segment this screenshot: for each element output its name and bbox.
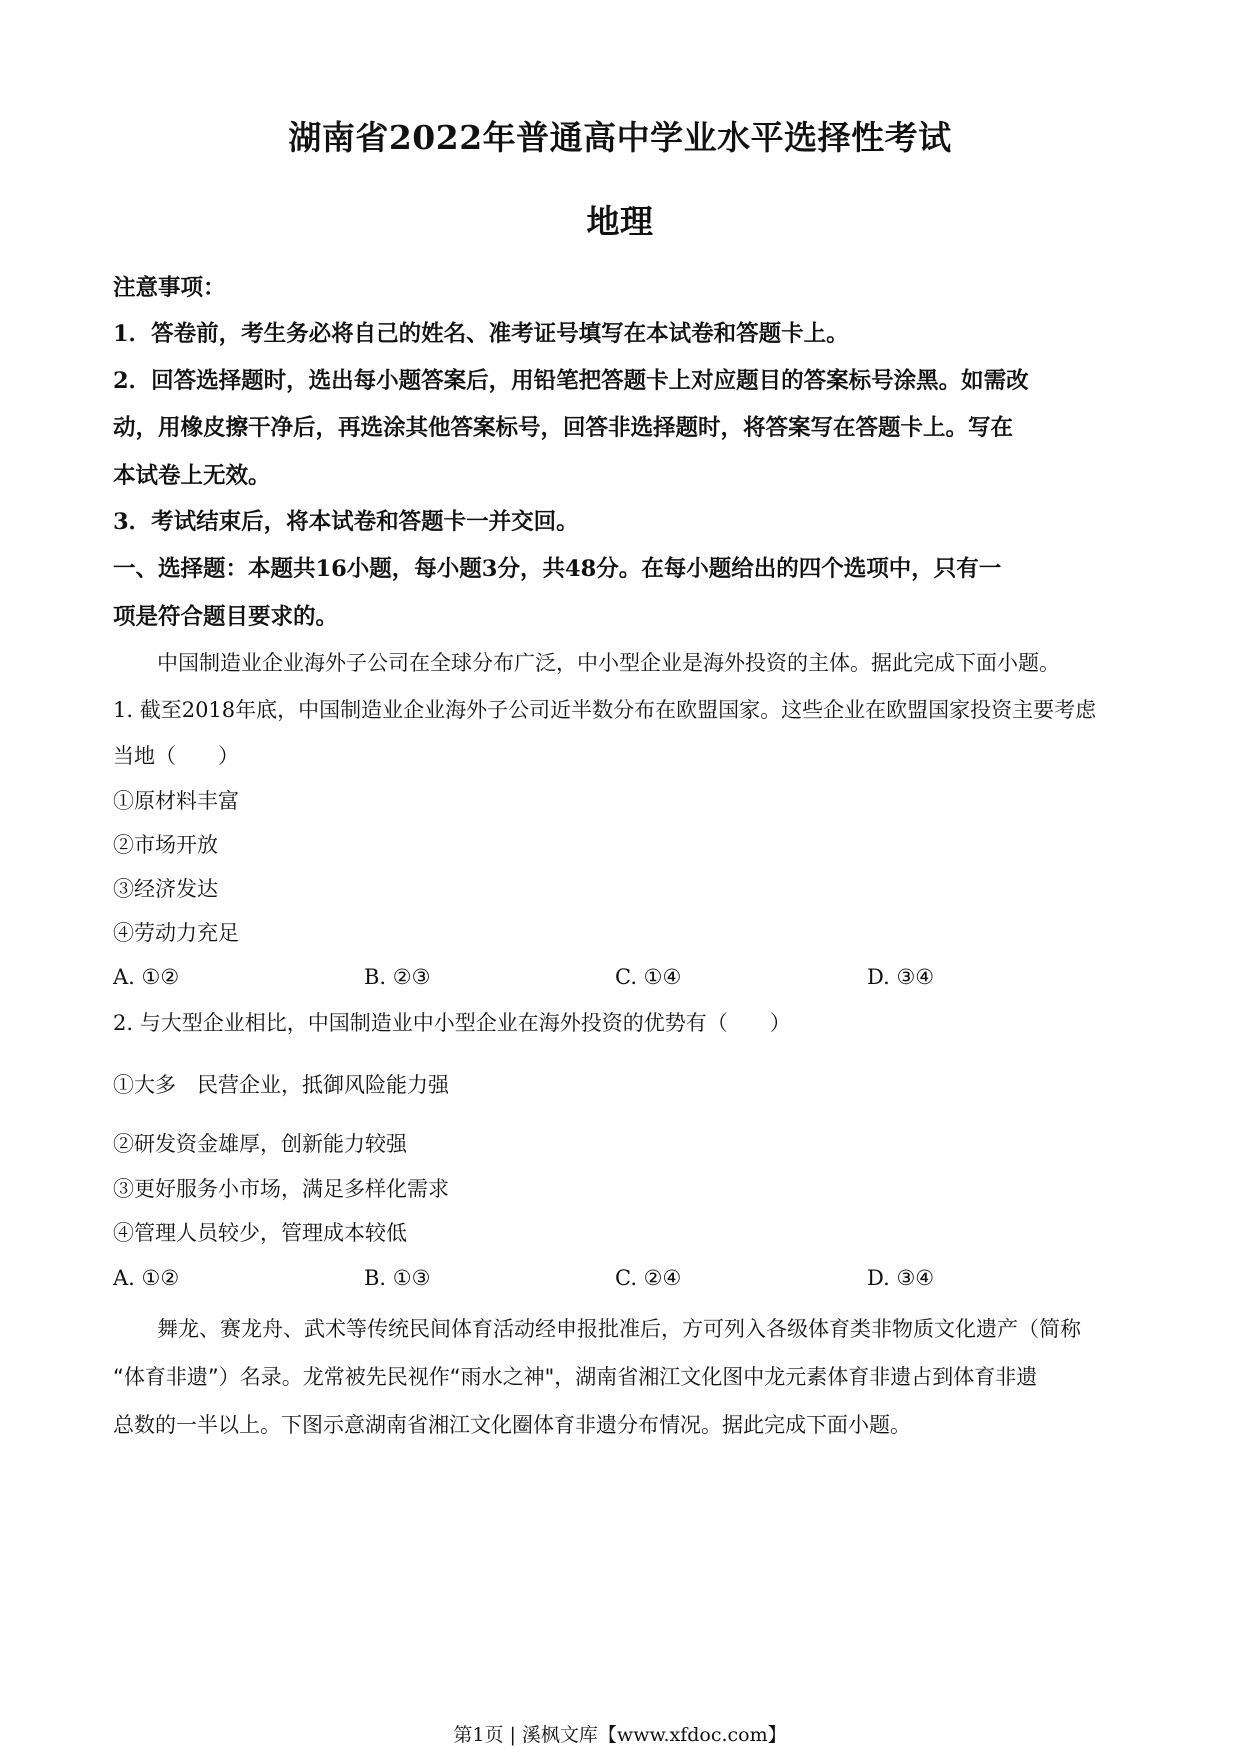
q1-option-c: C. ①④ xyxy=(615,965,682,989)
q1-option-b: B. ②③ xyxy=(364,965,431,989)
subject-title: 地理 xyxy=(586,202,654,241)
q2-statement-1: ①大多 民营企业，抵御风险能力强 xyxy=(113,1073,449,1097)
notice-item-1: 1．答卷前，考生务必将自己的姓名、准考证号填写在本试卷和答题卡上。 xyxy=(113,321,849,347)
section-heading-line-2: 项是符合题目要求的。 xyxy=(113,604,339,630)
q2-statement-3: ③更好服务小市场，满足多样化需求 xyxy=(113,1177,449,1201)
q1-statement-3: ③经济发达 xyxy=(113,877,218,901)
passage-2-line-1: 舞龙、赛龙舟、武术等传统民间体育活动经申报批准后，方可列入各级体育类非物质文化遗产（简称 xyxy=(157,1317,1081,1341)
q2-option-a: A. ①② xyxy=(113,1266,180,1290)
q1-statement-2: ②市场开放 xyxy=(113,833,218,857)
q2-option-c: C. ②④ xyxy=(615,1266,682,1290)
notice-item-2-line-3: 本试卷上无效。 xyxy=(113,463,271,489)
notice-item-2-line-1: 2．回答选择题时，选出每小题答案后，用铅笔把答题卡上对应题目的答案标号涂黑。如需改 xyxy=(113,368,1029,394)
notice-heading: 注意事项： xyxy=(113,275,226,301)
q1-statement-1: ①原材料丰富 xyxy=(113,789,239,813)
q1-stem-line-1: 1. 截至2018年底，中国制造业企业海外子公司近半数分布在欧盟国家。这些企业在欧盟国家投资主要考虑 xyxy=(113,698,1097,722)
passage-2-line-3: 总数的一半以上。下图示意湖南省湘江文化圈体育非遗分布情况。据此完成下面小题。 xyxy=(113,1413,911,1437)
q1-statement-4: ④劳动力充足 xyxy=(113,921,239,945)
q2-statement-2: ②研发资金雄厚，创新能力较强 xyxy=(113,1132,407,1156)
q1-option-d: D. ③④ xyxy=(867,965,935,989)
q1-option-a: A. ①② xyxy=(113,965,180,989)
q2-statement-4: ④管理人员较少，管理成本较低 xyxy=(113,1221,407,1245)
passage-1: 中国制造业企业海外子公司在全球分布广泛，中小型企业是海外投资的主体。据此完成下面小题。 xyxy=(157,651,1060,675)
q2-option-b: B. ①③ xyxy=(364,1266,431,1290)
page-footer: 第1页 | 溪枫文库【www.xfdoc.com】 xyxy=(453,1724,787,1746)
section-heading-line-1: 一、选择题：本题共16小题，每小题3分，共48分。在每小题给出的四个选项中，只有一 xyxy=(113,556,1002,582)
notice-item-3: 3．考试结束后，将本试卷和答题卡一并交回。 xyxy=(113,509,579,535)
q2-stem: 2. 与大型企业相比，中国制造业中小型企业在海外投资的优势有（ ） xyxy=(113,1011,791,1035)
passage-2-line-2: “体育非遗”）名录。龙常被先民视作“雨水之神"，湖南省湘江文化图中龙元素体育非遗占到体育非遗 xyxy=(113,1365,1038,1389)
exam-title: 湖南省2022年普通高中学业水平选择性考试 xyxy=(288,118,952,157)
q1-stem-line-2: 当地（ ） xyxy=(113,744,239,768)
notice-item-2-line-2: 动，用橡皮擦干净后，再选涂其他答案标号，回答非选择题时，将答案写在答题卡上。写在 xyxy=(113,415,1014,441)
q2-option-d: D. ③④ xyxy=(867,1266,935,1290)
